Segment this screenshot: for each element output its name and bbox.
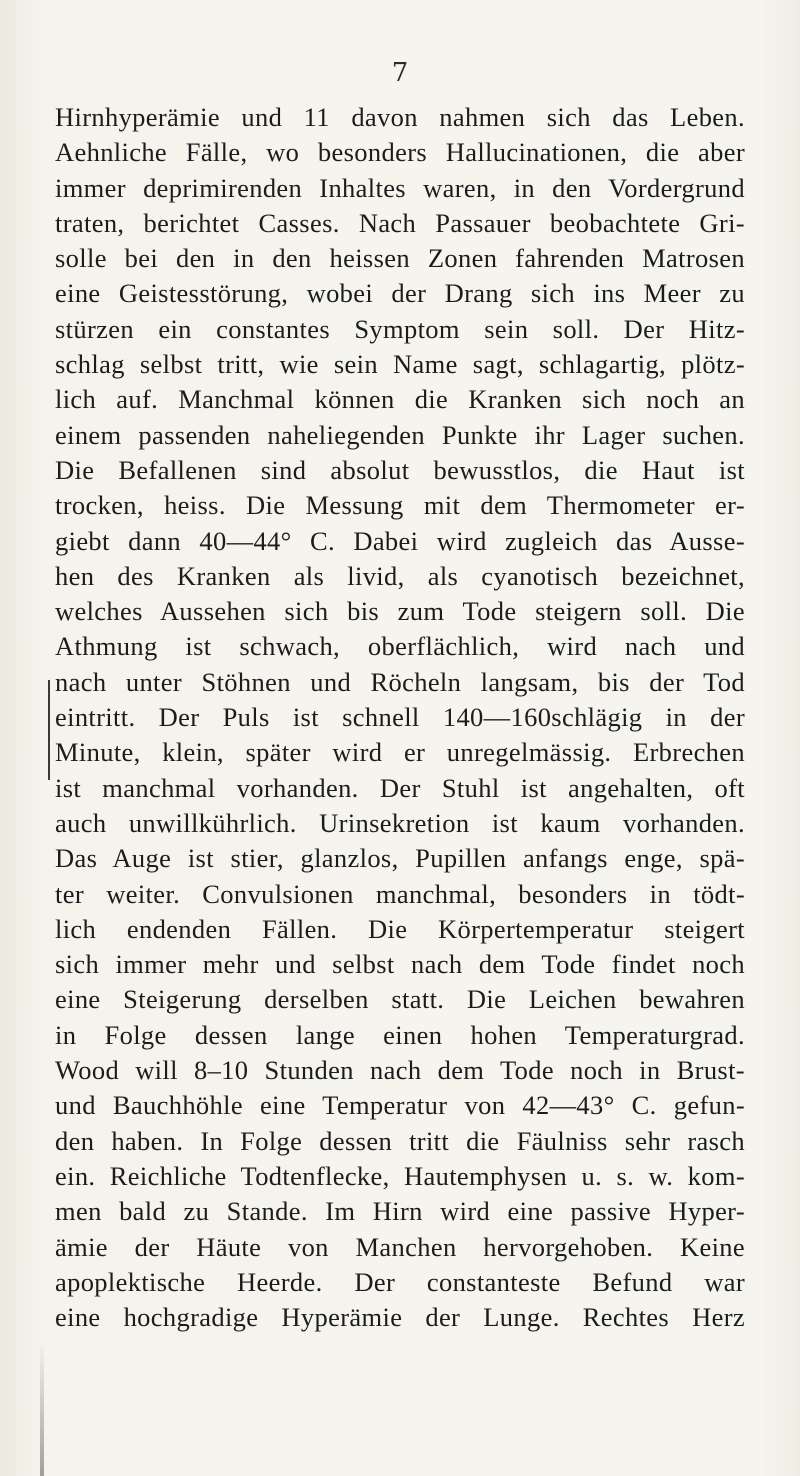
text-line: ein. Reichliche Todtenflecke, Hautemphysen u. s. w. kom- xyxy=(55,1160,745,1191)
text-line: ämie der Häute von Manchen hervorgehoben. Keine xyxy=(55,1231,745,1262)
text-line: eintritt. Der Puls ist schnell 140—160schlägig in der xyxy=(55,702,745,733)
text-line: den haben. In Folge dessen tritt die Fäulniss sehr rasch xyxy=(55,1125,745,1156)
text-line: Das Auge ist stier, glanzlos, Pupillen anfangs enge, spä- xyxy=(55,843,745,874)
text-line: Wood will 8–10 Stunden nach dem Tode noch in Brust- xyxy=(55,1055,745,1086)
body-text xyxy=(55,100,745,1335)
text-line: Minute, klein, später wird er unregelmässig. Erbrechen xyxy=(55,737,745,768)
text-line: Aehnliche Fälle, wo besonders Hallucinationen, die aber xyxy=(55,137,745,168)
text-line: trocken, heiss. Die Messung mit dem Thermometer er- xyxy=(55,490,745,521)
text-line: lich endenden Fällen. Die Körpertemperatur steigert xyxy=(55,913,745,944)
text-line: welches Aussehen sich bis zum Tode steigern soll. Die xyxy=(55,596,745,627)
text-line: eine Geistesstörung, wobei der Drang sich ins Meer zu xyxy=(55,278,745,309)
text-line: und Bauchhöhle eine Temperatur von 42—43° C. gefun- xyxy=(55,1090,745,1121)
text-line: Athmung ist schwach, oberflächlich, wird nach und xyxy=(55,631,745,662)
text-line: eine Steigerung derselben statt. Die Leichen bewahren xyxy=(55,984,745,1015)
text-line: in Folge dessen lange einen hohen Temperaturgrad. xyxy=(55,1019,745,1050)
text-line: traten, berichtet Casses. Nach Passauer beobachtete Gri- xyxy=(55,207,745,238)
text-line: lich auf. Manchmal können die Kranken sich noch an xyxy=(55,384,745,415)
text-line: ist manchmal vorhanden. Der Stuhl ist angehalten, oft xyxy=(55,772,745,803)
text-line: hen des Kranken als livid, als cyanotisch bezeichnet, xyxy=(55,560,745,591)
text-line: schlag selbst tritt, wie sein Name sagt, schlagartig, plötz- xyxy=(55,349,745,380)
gutter-shadow xyxy=(40,1340,44,1476)
text-line: auch unwillkührlich. Urinsekretion ist kaum vorhanden. xyxy=(55,807,745,838)
text-line: sich immer mehr und selbst nach dem Tode findet noch xyxy=(55,949,745,980)
margin-mark xyxy=(48,680,50,780)
text-line: apoplektische Heerde. Der constanteste Befund war xyxy=(55,1266,745,1297)
text-line: ter weiter. Convulsionen manchmal, besonders in tödt- xyxy=(55,878,745,909)
text-line: Hirnhyperämie und 11 davon nahmen sich das Leben. xyxy=(55,102,745,132)
text-line: stürzen ein constantes Symptom sein soll. Der Hitz- xyxy=(55,313,745,344)
text-line: Die Befallenen sind absolut bewusstlos, die Haut ist xyxy=(55,454,745,485)
text-line: solle bei den in den heissen Zonen fahrenden Matrosen xyxy=(55,243,745,274)
text-line: einem passenden naheliegenden Punkte ihr Lager suchen. xyxy=(55,419,745,450)
text-line: nach unter Stöhnen und Röcheln langsam, bis der Tod xyxy=(55,666,745,697)
page-number: 7 xyxy=(391,58,409,88)
text-line: men bald zu Stande. Im Hirn wird eine passive Hyper- xyxy=(55,1196,745,1227)
text-line: giebt dann 40—44° C. Dabei wird zugleich das Ausse- xyxy=(55,525,745,556)
text-line: eine hochgradige Hyperämie der Lunge. Rechtes Herz xyxy=(55,1302,745,1333)
text-line: immer deprimirenden Inhaltes waren, in den Vordergrund xyxy=(55,172,745,203)
